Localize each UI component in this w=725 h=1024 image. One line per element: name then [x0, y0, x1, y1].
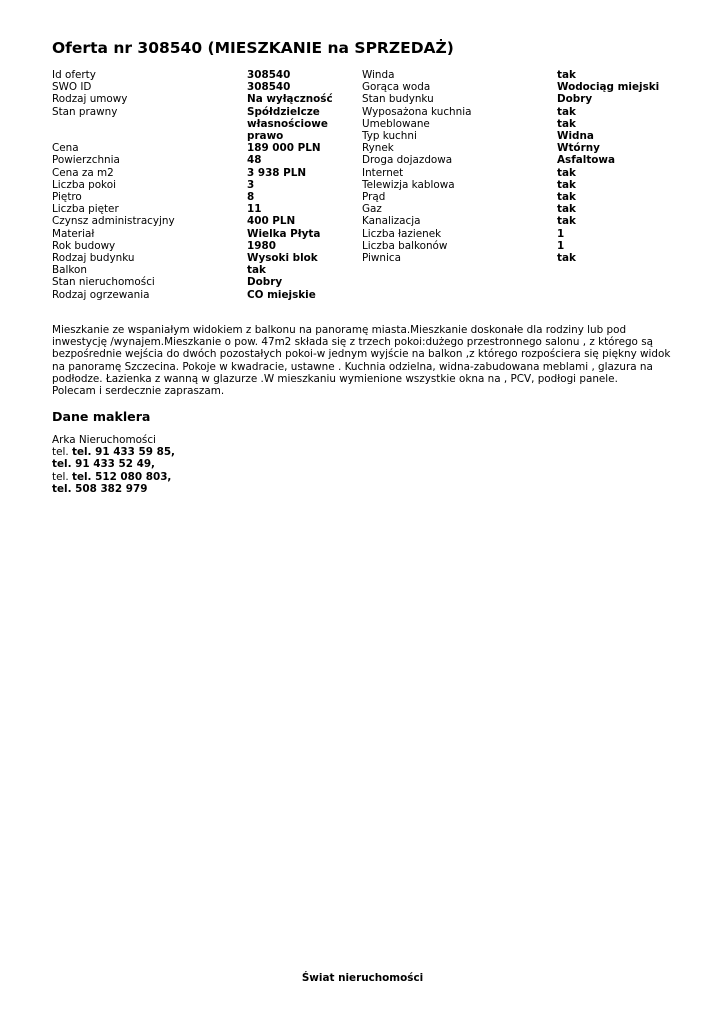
phone-prefix: tel.: [52, 470, 69, 483]
agent-phone-line: [52, 458, 175, 470]
property-row: [362, 191, 677, 203]
property-row: [52, 203, 367, 215]
property-row: [362, 167, 677, 179]
property-label: Liczba łazienek: [362, 227, 442, 240]
property-value: tak: [557, 178, 576, 191]
property-value: 189 000 PLN: [247, 142, 321, 155]
property-label: Powierzchnia: [52, 154, 120, 167]
property-label: SWO ID: [52, 81, 92, 94]
property-row: [52, 106, 367, 143]
property-value: 3: [247, 178, 255, 191]
description-paragraph: Mieszkanie ze wspaniałym widokiem z balkonu na panoramę miasta.Mieszkanie doskonałe dla rodziny lub pod inwestycję /wynajem.Mieszkanie o pow. 47m2 składa się z trzech pokoi:dużego przestronnego salonu , z którego są bezpośrednie wejścia do dwóch pozostałych pokoi-w jednym wyjście na balkon ,z którego rozpościera się piękny widok na panoramę Szczecina. Pokoje w kwadracie, ustawne . Kuchnia odzielna, widna-zabudowana meblami , glazura na podłodze. Łazienka z wanną w glazurze .W mieszkaniu wymienione wszystkie okna na , PCV, podłogi panele.: [52, 324, 671, 385]
property-value: tak: [557, 215, 576, 228]
offer-description: [52, 324, 677, 397]
property-value: 48: [247, 154, 262, 167]
property-label: Rodzaj ogrzewania: [52, 288, 150, 301]
offer-properties-right: [362, 69, 677, 264]
agent-contact: [52, 434, 175, 495]
property-value: Wtórny: [557, 142, 600, 155]
property-row: [52, 142, 367, 154]
property-label: Rodzaj umowy: [52, 93, 128, 106]
page-title: Oferta nr 308540 (MIESZKANIE na SPRZEDAŻ): [52, 39, 454, 57]
property-label: Liczba pięter: [52, 203, 119, 216]
property-value: tak: [557, 166, 576, 179]
property-label: Stan prawny: [52, 105, 118, 118]
property-value: Dobry: [557, 93, 593, 106]
agent-phone-line: [52, 471, 175, 483]
property-value: tak: [557, 69, 576, 81]
property-row: [362, 106, 677, 118]
property-label: Liczba pokoi: [52, 178, 116, 191]
property-value: tak: [247, 264, 266, 277]
property-label: Id oferty: [52, 69, 96, 81]
property-label: Typ kuchni: [362, 130, 417, 143]
property-value: 1980: [247, 239, 276, 252]
property-row: [362, 81, 677, 93]
phone-number: tel. 91 433 59 85,: [71, 446, 175, 459]
property-row: [362, 215, 677, 227]
property-row: [362, 142, 677, 154]
property-value: 308540: [247, 81, 291, 94]
property-row: [362, 240, 677, 252]
property-row: [362, 154, 677, 166]
property-value: tak: [557, 252, 576, 265]
property-value: 3 938 PLN: [247, 166, 307, 179]
property-row: [362, 252, 677, 264]
property-value: 1: [557, 227, 565, 240]
property-row: [362, 93, 677, 105]
phone-prefix: tel.: [52, 446, 69, 459]
property-label: Piętro: [52, 191, 82, 204]
property-label: Prąd: [362, 191, 386, 204]
property-row: [52, 240, 367, 252]
property-row: [362, 69, 677, 81]
property-value: tak: [557, 105, 576, 118]
property-value: 308540: [247, 69, 291, 81]
property-label: Umeblowane: [362, 117, 430, 130]
property-value: Dobry: [247, 276, 283, 289]
property-row: [52, 81, 367, 93]
offer-properties-left: [52, 69, 367, 301]
property-label: Gorąca woda: [362, 81, 431, 94]
property-row: [52, 191, 367, 203]
property-label: Kanalizacja: [362, 215, 421, 228]
property-value: Spółdzielcze własnościowe prawo: [247, 105, 328, 143]
property-label: Rodzaj budynku: [52, 252, 135, 265]
property-row: [362, 228, 677, 240]
property-label: Telewizja kablowa: [362, 178, 455, 191]
property-label: Stan budynku: [362, 93, 434, 106]
description-paragraph: Polecam i serdecznie zapraszam.: [52, 385, 225, 398]
phone-number: tel. 508 382 979: [52, 482, 148, 495]
agent-heading: Dane maklera: [52, 409, 151, 424]
property-row: [362, 179, 677, 191]
property-value: Wysoki blok: [247, 252, 318, 265]
property-value: Na wyłączność: [247, 93, 333, 106]
property-value: 8: [247, 191, 255, 204]
property-label: Gaz: [362, 203, 382, 216]
property-row: [362, 130, 677, 142]
agent-phone-line: [52, 483, 175, 495]
page-footer: Świat nieruchomości: [301, 972, 424, 984]
property-label: Liczba balkonów: [362, 239, 448, 252]
property-label: Stan nieruchomości: [52, 276, 155, 289]
property-row: [52, 289, 367, 301]
property-value: Widna: [557, 130, 594, 143]
property-value: Asfaltowa: [557, 154, 616, 167]
property-label: Droga dojazdowa: [362, 154, 453, 167]
phone-number: tel. 512 080 803,: [71, 470, 172, 483]
property-row: [52, 228, 367, 240]
property-row: [52, 93, 367, 105]
property-label: Internet: [362, 166, 404, 179]
agent-company: Arka Nieruchomości: [52, 434, 156, 446]
property-label: Cena: [52, 142, 79, 155]
agent-phone-line: [52, 446, 175, 458]
property-label: Materiał: [52, 227, 95, 240]
phone-number: tel. 91 433 52 49,: [52, 458, 156, 471]
property-row: [362, 203, 677, 215]
property-row: [52, 252, 367, 264]
property-row: [52, 179, 367, 191]
property-label: Rynek: [362, 142, 394, 155]
property-value: Wodociąg miejski: [557, 81, 660, 94]
property-label: Piwnica: [362, 252, 401, 265]
property-row: [52, 154, 367, 166]
property-value: tak: [557, 203, 576, 216]
property-value: 11: [247, 203, 262, 216]
property-label: Rok budowy: [52, 239, 116, 252]
property-label: Czynsz administracyjny: [52, 215, 175, 228]
property-value: 1: [557, 239, 565, 252]
property-row: [52, 69, 367, 81]
property-value: CO miejskie: [247, 288, 316, 301]
property-row: [52, 276, 367, 288]
property-value: 400 PLN: [247, 215, 296, 228]
property-row: [52, 215, 367, 227]
property-value: tak: [557, 117, 576, 130]
property-label: Cena za m2: [52, 166, 114, 179]
property-value: tak: [557, 191, 576, 204]
property-label: Balkon: [52, 264, 87, 277]
property-label: Wyposażona kuchnia: [362, 105, 472, 118]
property-label: Winda: [362, 69, 395, 81]
property-row: [52, 264, 367, 276]
property-value: Wielka Płyta: [247, 227, 321, 240]
property-row: [362, 118, 677, 130]
property-row: [52, 167, 367, 179]
